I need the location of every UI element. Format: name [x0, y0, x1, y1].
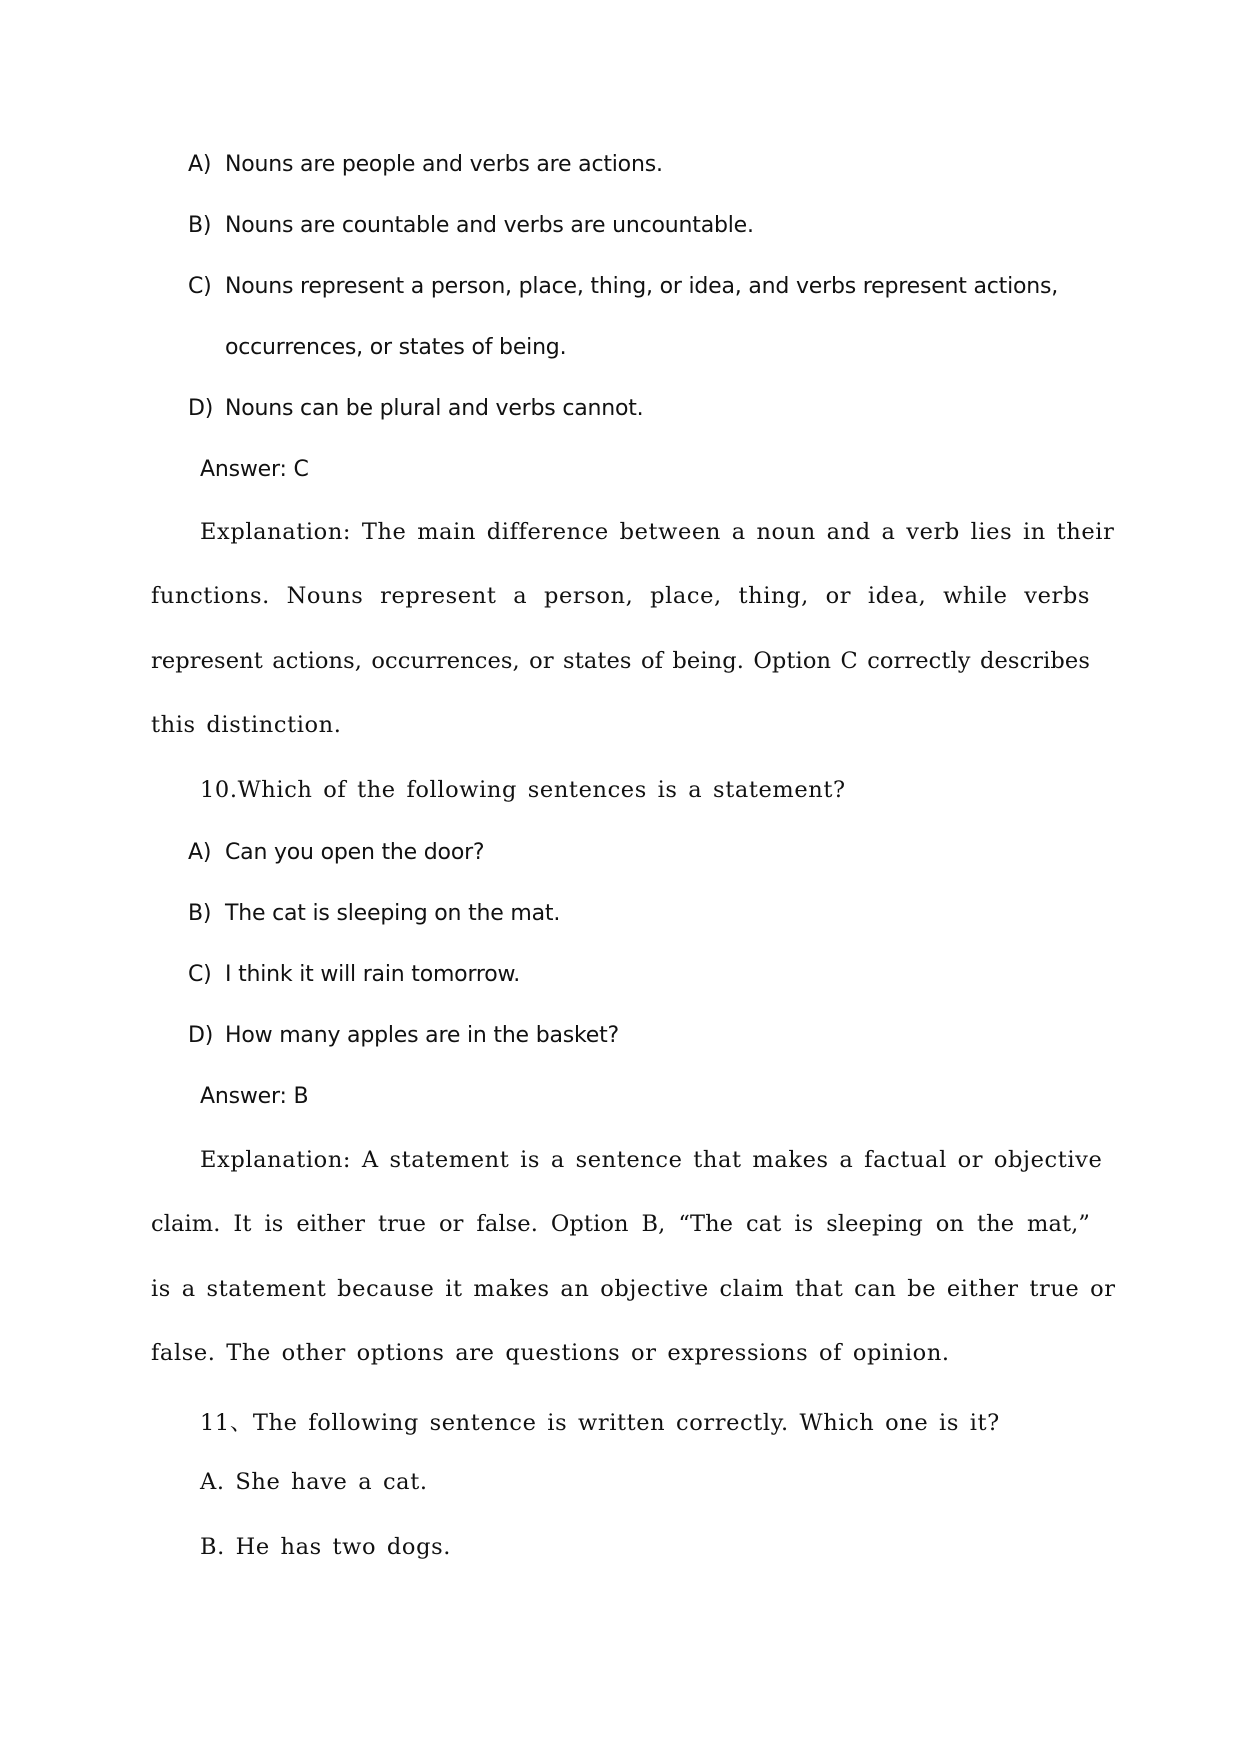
option-text: Nouns are people and verbs are actions.: [225, 152, 663, 177]
option-letter: D): [188, 396, 214, 421]
explanation-line: functions. Nouns represent a person, place, thing, or idea, while verbs: [151, 583, 1090, 609]
option-text: A. She have a cat.: [200, 1469, 428, 1495]
option-text: I think it will rain tomorrow.: [225, 962, 521, 987]
option-text: Nouns represent a person, place, thing, or idea, and verbs represent actions,: [225, 274, 1059, 299]
explanation-line: Explanation: A statement is a sentence that makes a factual or objective: [200, 1147, 1103, 1173]
question-text: 10.Which of the following sentences is a statement?: [200, 777, 846, 803]
question-text: 11、The following sentence is written correctly. Which one is it?: [200, 1410, 1000, 1436]
option-letter: A): [188, 152, 212, 177]
option-text: Nouns can be plural and verbs cannot.: [225, 396, 644, 421]
answer-label: Answer: B: [200, 1084, 309, 1109]
explanation-line: false. The other options are questions or expressions of opinion.: [151, 1340, 950, 1366]
option-text: B. He has two dogs.: [200, 1534, 451, 1560]
explanation-line: this distinction.: [151, 712, 342, 738]
option-letter: C): [188, 962, 212, 987]
option-text: The cat is sleeping on the mat.: [225, 901, 561, 926]
option-letter: B): [188, 901, 212, 926]
option-text: Can you open the door?: [225, 840, 485, 865]
explanation-line: claim. It is either true or false. Option B, “The cat is sleeping on the mat,”: [151, 1211, 1090, 1237]
option-letter: B): [188, 213, 212, 238]
explanation-line: represent actions, occurrences, or states of being. Option C correctly describes: [151, 648, 1090, 674]
option-letter: D): [188, 1023, 214, 1048]
option-text: How many apples are in the basket?: [225, 1023, 619, 1048]
explanation-line: is a statement because it makes an objective claim that can be either true or: [151, 1276, 1116, 1302]
option-letter: C): [188, 274, 212, 299]
explanation-line: Explanation: The main difference between a noun and a verb lies in their: [200, 519, 1115, 545]
answer-label: Answer: C: [200, 457, 309, 482]
option-letter: A): [188, 840, 212, 865]
option-text: Nouns are countable and verbs are uncountable.: [225, 213, 754, 238]
option-text-continued: occurrences, or states of being.: [225, 335, 567, 360]
